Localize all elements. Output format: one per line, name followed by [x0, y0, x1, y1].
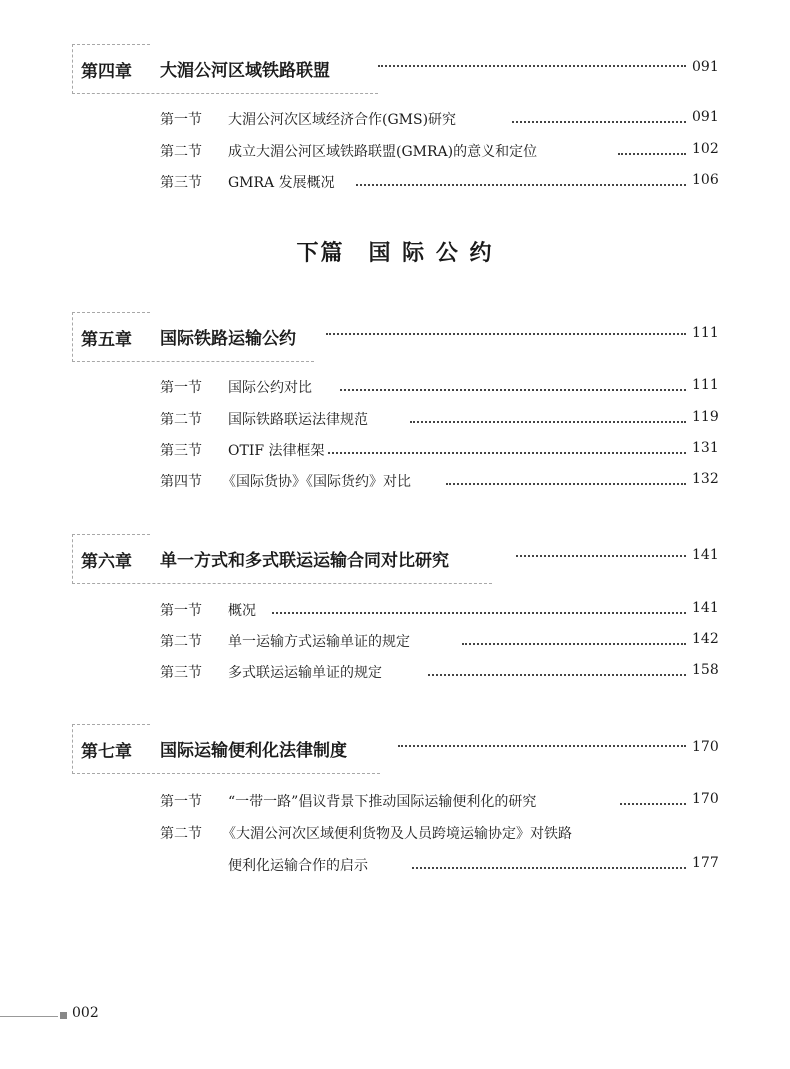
chapter-title: 国际运输便利化法律制度: [160, 741, 347, 761]
chapter-title: 国际铁路运输公约: [160, 329, 296, 349]
section-title: 国际公约对比: [228, 380, 312, 396]
toc-entry: [0, 109, 790, 131]
footer-rule: [0, 1016, 58, 1017]
section-number: 第一节: [160, 603, 202, 619]
section-number: 第一节: [160, 380, 202, 396]
chapter-label: 第四章: [81, 62, 132, 82]
section-title: 大湄公河次区域经济合作(GMS)研究: [228, 112, 457, 128]
leader-dots: [412, 867, 686, 869]
leader-dots: [410, 421, 686, 423]
section-page: 177: [692, 855, 719, 871]
section-number: 第三节: [160, 665, 202, 681]
chapter-heading: [72, 312, 314, 362]
section-title: “一带一路”倡议背景下推动国际运输便利化的研究: [228, 794, 537, 810]
chapter-heading: [72, 44, 378, 94]
section-page: 119: [692, 409, 719, 425]
chapter-label: 第六章: [81, 552, 132, 572]
leader-dots: [328, 452, 686, 454]
section-number: 第四节: [160, 474, 202, 490]
leader-dots: [620, 803, 686, 805]
leader-dots: [446, 483, 686, 485]
section-page: 102: [692, 141, 719, 157]
chapter-page: 091: [692, 59, 719, 75]
toc-entry: [0, 141, 790, 163]
section-title: 《国际货协》《国际货约》对比: [222, 474, 411, 490]
toc-entry-continuation: [0, 855, 790, 877]
chapter-label-box: [72, 724, 150, 774]
footer-square-icon: [60, 1012, 67, 1019]
section-page: 142: [692, 631, 719, 647]
leader-dots: [356, 184, 686, 186]
section-number: 第二节: [160, 412, 202, 428]
section-page: 091: [692, 109, 719, 125]
section-title: 概况: [228, 603, 256, 619]
toc-entry: [0, 471, 790, 493]
chapter-page: 141: [692, 547, 719, 563]
toc-entry: [0, 377, 790, 399]
chapter-page: 111: [692, 325, 719, 341]
section-title-continued: 便利化运输合作的启示: [228, 858, 368, 874]
section-title: 单一运输方式运输单证的规定: [228, 634, 410, 650]
chapter-heading: [72, 534, 492, 584]
section-page: 170: [692, 791, 719, 807]
page-number: 002: [72, 1005, 99, 1021]
section-title: 成立大湄公河区域铁路联盟(GMRA)的意义和定位: [228, 144, 538, 160]
section-number: 第二节: [160, 144, 202, 160]
chapter-label-box: [72, 534, 150, 584]
section-number: 第二节: [160, 634, 202, 650]
leader-dots: [340, 389, 686, 391]
chapter-label: 第七章: [81, 742, 132, 762]
section-title: OTIF 法律框架: [228, 443, 325, 459]
section-title: 《大湄公河次区域便利货物及人员跨境运输协定》对铁路: [222, 826, 572, 842]
section-title: 国际铁路联运法律规范: [228, 412, 368, 428]
toc-entry: [0, 172, 790, 194]
section-page: 141: [692, 600, 719, 616]
chapter-heading: [72, 724, 380, 774]
leader-dots: [516, 555, 686, 557]
leader-dots: [272, 612, 686, 614]
section-number: 第一节: [160, 112, 202, 128]
chapter-label: 第五章: [81, 330, 132, 350]
section-number: 第三节: [160, 175, 202, 191]
toc-entry: [0, 409, 790, 431]
leader-dots: [428, 674, 686, 676]
section-number: 第三节: [160, 443, 202, 459]
chapter-label-box: [72, 44, 150, 94]
section-title: 多式联运运输单证的规定: [228, 665, 382, 681]
section-page: 131: [692, 440, 719, 456]
part-heading: 下篇 国 际 公 约: [296, 240, 494, 266]
leader-dots: [398, 745, 686, 747]
chapter-label-box: [72, 312, 150, 362]
leader-dots: [512, 121, 686, 123]
section-page: 158: [692, 662, 719, 678]
toc-entry: [0, 440, 790, 462]
toc-entry: [0, 791, 790, 813]
leader-dots: [618, 153, 686, 155]
section-page: 111: [692, 377, 719, 393]
section-number: 第一节: [160, 794, 202, 810]
leader-dots: [462, 643, 686, 645]
chapter-title: 单一方式和多式联运运输合同对比研究: [160, 551, 449, 571]
toc-entry: [0, 823, 790, 845]
chapter-page: 170: [692, 739, 719, 755]
section-page: 132: [692, 471, 719, 487]
toc-entry: [0, 631, 790, 653]
section-title: GMRA 发展概况: [228, 175, 335, 191]
leader-dots: [378, 65, 686, 67]
leader-dots: [326, 333, 686, 335]
toc-entry: [0, 662, 790, 684]
toc-entry: [0, 600, 790, 622]
chapter-title: 大湄公河区域铁路联盟: [160, 61, 330, 81]
section-page: 106: [692, 172, 719, 188]
section-number: 第二节: [160, 826, 202, 842]
